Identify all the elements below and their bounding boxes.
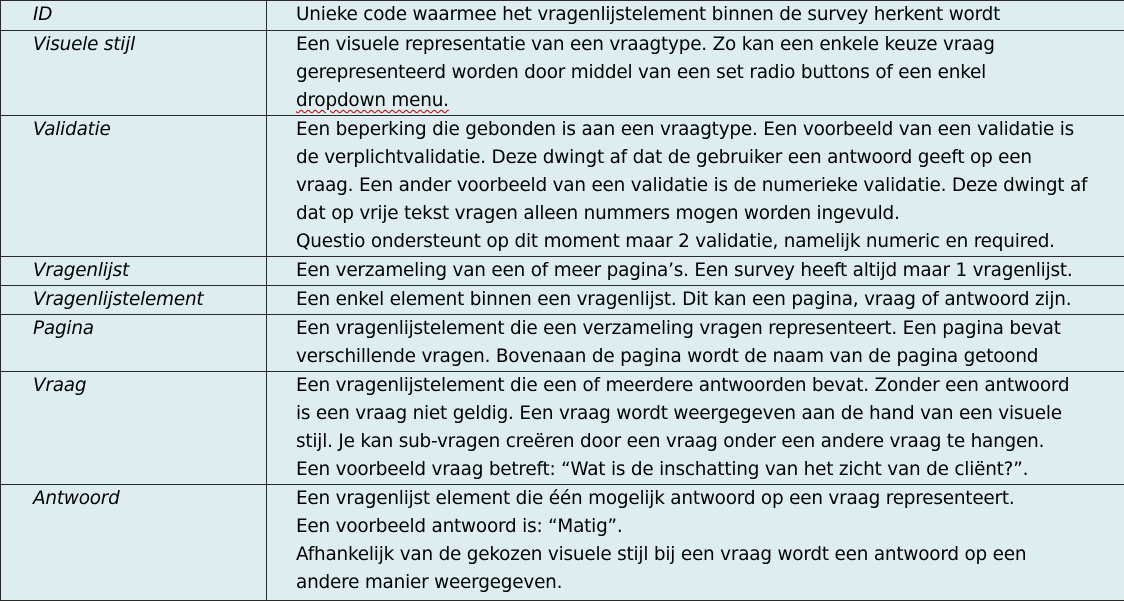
definition-line: verschillende vragen. Bovenaan de pagina wordt de naam van de pagina getoond bbox=[296, 343, 1120, 371]
definition-line: dat op vrije tekst vragen alleen nummers mogen worden ingevuld. bbox=[296, 200, 1120, 228]
definition-line: Afhankelijk van de gekozen visuele stijl bij een vraag wordt een antwoord op een bbox=[296, 541, 1120, 569]
table-row bbox=[1, 31, 1124, 116]
definition-line: Een visuele representatie van een vraagtype. Zo kan een enkele keuze vraag bbox=[296, 31, 1120, 59]
table-row bbox=[1, 1, 1124, 31]
definition-line: Een vragenlijst element die één mogelijk antwoord op een vraag representeert. bbox=[296, 485, 1120, 513]
table-row bbox=[1, 286, 1124, 315]
definition-cell bbox=[267, 372, 1124, 485]
term-cell: Visuele stijl bbox=[1, 31, 267, 116]
table-row bbox=[1, 257, 1124, 286]
definition-line: dropdown menu. bbox=[296, 87, 1120, 115]
definition-cell bbox=[267, 257, 1124, 286]
definition-line: Een verzameling van een of meer pagina’s. Een survey heeft altijd maar 1 vragenlijst. bbox=[296, 257, 1120, 285]
definition-line: stijl. Je kan sub-vragen creëren door een vraag onder een andere vraag te hangen. bbox=[296, 428, 1120, 456]
definition-line: Een voorbeeld antwoord is: “Matig”. bbox=[296, 513, 1120, 541]
table-row bbox=[1, 485, 1124, 601]
term-cell: Validatie bbox=[1, 116, 267, 257]
definition-cell bbox=[267, 485, 1124, 601]
definition-line: Een vragenlijstelement die een verzameling vragen representeert. Een pagina bevat bbox=[296, 315, 1120, 343]
definition-line: Een voorbeeld vraag betreft: “Wat is de inschatting van het zicht van de cliënt?”. bbox=[296, 456, 1120, 484]
term-cell: Antwoord bbox=[1, 485, 267, 601]
definition-line: gerepresenteerd worden door middel van een set radio buttons of een enkel bbox=[296, 59, 1120, 87]
definition-cell bbox=[267, 286, 1124, 315]
definition-line: Questio ondersteunt op dit moment maar 2 validatie, namelijk numeric en required. bbox=[296, 228, 1120, 256]
definition-line: Een vragenlijstelement die een of meerdere antwoorden bevat. Zonder een antwoord bbox=[296, 372, 1120, 400]
term-cell: Pagina bbox=[1, 315, 267, 372]
definition-line: Een enkel element binnen een vragenlijst. Dit kan een pagina, vraag of antwoord zijn. bbox=[296, 286, 1120, 314]
definition-line: is een vraag niet geldig. Een vraag wordt weergegeven aan de hand van een visuele bbox=[296, 400, 1120, 428]
table-row bbox=[1, 372, 1124, 485]
term-cell: Vraag bbox=[1, 372, 267, 485]
term-cell: Vragenlijst bbox=[1, 257, 267, 286]
term-cell: ID bbox=[1, 1, 267, 31]
table-row bbox=[1, 315, 1124, 372]
definition-line: Een beperking die gebonden is aan een vraagtype. Een voorbeeld van een validatie is bbox=[296, 116, 1120, 144]
table-row bbox=[1, 116, 1124, 257]
definition-cell bbox=[267, 1, 1124, 31]
definition-line: de verplichtvalidatie. Deze dwingt af dat de gebruiker een antwoord geeft op een bbox=[296, 144, 1120, 172]
term-cell: Vragenlijstelement bbox=[1, 286, 267, 315]
definition-cell bbox=[267, 116, 1124, 257]
definition-cell bbox=[267, 31, 1124, 116]
definition-line: Unieke code waarmee het vragenlijstelement binnen de survey herkent wordt bbox=[296, 1, 1120, 29]
definition-cell bbox=[267, 315, 1124, 372]
definition-line: vraag. Een ander voorbeeld van een validatie is de numerieke validatie. Deze dwingt af bbox=[296, 172, 1120, 200]
definition-line: andere manier weergegeven. bbox=[296, 569, 1120, 597]
